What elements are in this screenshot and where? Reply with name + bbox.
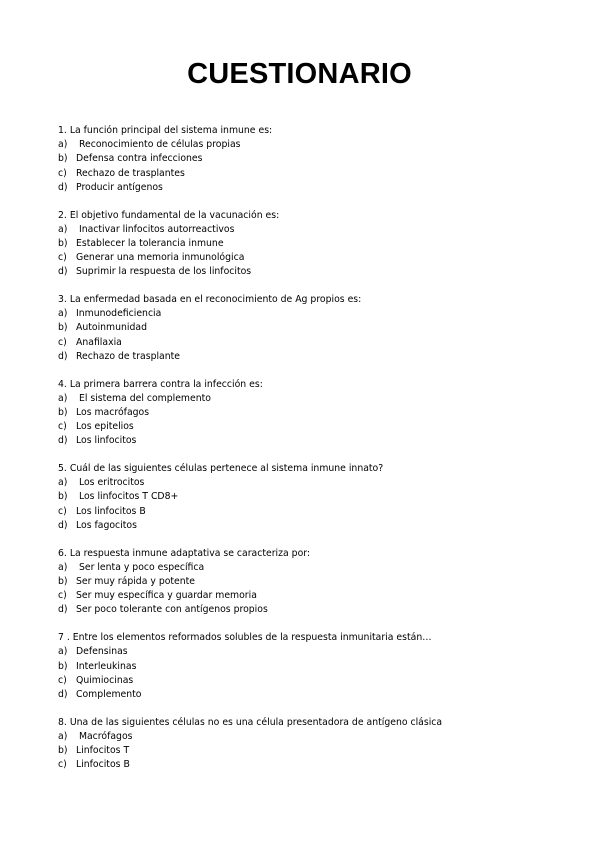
option-letter: d) <box>58 350 68 362</box>
option-letter: a) <box>58 392 68 404</box>
question-block <box>58 293 578 364</box>
answer-option <box>58 645 578 659</box>
option-letter: d) <box>58 435 68 447</box>
answer-option <box>58 561 578 575</box>
answer-option <box>58 660 578 674</box>
question-text: 1. La función principal del sistema inmune es: <box>58 125 273 136</box>
answer-option <box>58 688 578 702</box>
option-text: Los eritrocitos <box>76 477 145 489</box>
answer-option <box>58 744 578 758</box>
answer-option <box>58 519 578 533</box>
question-block <box>58 462 578 533</box>
option-letter: d) <box>58 519 68 531</box>
option-letter: b) <box>58 491 68 503</box>
question-block <box>58 547 578 618</box>
option-letter: c) <box>58 421 67 433</box>
question-text: 3. La enfermedad basada en el reconocimiento de Ag propios es: <box>58 294 362 306</box>
answer-option <box>58 434 578 448</box>
option-letter: b) <box>58 322 68 334</box>
option-text: Suprimir la respuesta de los linfocitos <box>76 266 252 278</box>
answer-option <box>58 758 578 772</box>
answer-option <box>58 251 578 265</box>
answer-option <box>58 420 578 434</box>
question-text: 2. El objetivo fundamental de la vacunación es: <box>58 209 280 221</box>
answer-option <box>58 589 578 603</box>
option-text: El sistema del complemento <box>76 392 211 404</box>
option-letter: a) <box>58 223 68 235</box>
option-text: Rechazo de trasplantes <box>76 167 185 179</box>
option-text: Defensinas <box>76 646 128 658</box>
question-text: 4. La primera barrera contra la infección es: <box>58 378 263 390</box>
option-letter: a) <box>58 139 68 151</box>
answer-option <box>58 406 578 420</box>
option-letter: b) <box>58 237 68 249</box>
answer-option <box>58 336 578 350</box>
page-title: CUESTIONARIO <box>187 58 412 90</box>
question-block <box>58 124 578 195</box>
question-text: 6. La respuesta inmune adaptativa se caracteriza por: <box>58 547 311 559</box>
answer-option <box>58 603 578 617</box>
option-letter: d) <box>58 688 68 700</box>
option-text: Ser poco tolerante con antígenos propios <box>76 604 268 616</box>
option-letter: b) <box>58 153 68 165</box>
answer-option <box>58 674 578 688</box>
option-letter: b) <box>58 575 68 587</box>
option-text: Los linfocitos B <box>76 505 146 517</box>
option-text: Los epitelios <box>76 421 134 433</box>
option-text: Linfocitos B <box>76 759 130 771</box>
option-letter: c) <box>58 336 67 348</box>
answer-option <box>58 575 578 589</box>
answer-option <box>58 730 578 744</box>
answer-option <box>58 181 578 195</box>
option-letter: b) <box>58 660 68 672</box>
question-block <box>58 631 578 702</box>
option-text: Inactivar linfocitos autorreactivos <box>76 223 235 235</box>
option-letter: a) <box>58 730 68 742</box>
question-text: 5. Cuál de las siguientes células pertenece al sistema inmune innato? <box>58 463 384 475</box>
question-block <box>58 378 578 449</box>
option-text: Rechazo de trasplante <box>76 350 181 362</box>
answer-option <box>58 265 578 279</box>
option-text: Complemento <box>76 688 142 700</box>
option-text: Quimiocinas <box>76 674 134 686</box>
answer-option <box>58 167 578 181</box>
option-letter: d) <box>58 604 68 616</box>
answer-option <box>58 307 578 321</box>
option-letter: a) <box>58 646 68 658</box>
option-letter: d) <box>58 181 68 193</box>
answer-option <box>58 490 578 504</box>
option-text: Interleukinas <box>76 660 137 672</box>
option-letter: a) <box>58 561 68 573</box>
option-letter: a) <box>58 477 68 489</box>
answer-option <box>58 505 578 519</box>
option-letter: c) <box>58 759 67 771</box>
option-letter: c) <box>58 167 67 179</box>
option-text: Generar una memoria inmunológica <box>76 252 245 264</box>
option-letter: c) <box>58 505 67 517</box>
question-text: 7 . Entre los elementos reformados solubles de la respuesta inmunitaria están… <box>58 632 432 644</box>
answer-option <box>58 138 578 152</box>
option-text: Ser muy rápida y potente <box>76 575 196 587</box>
question-block <box>58 716 578 773</box>
option-text: Anafilaxia <box>76 336 122 348</box>
answer-option <box>58 152 578 166</box>
option-text: Macrófagos <box>76 730 133 742</box>
answer-option <box>58 350 578 364</box>
answer-option <box>58 476 578 490</box>
option-text: Los fagocitos <box>76 519 137 531</box>
question-block <box>58 209 578 280</box>
option-letter: c) <box>58 674 67 686</box>
option-letter: b) <box>58 745 68 757</box>
answer-option <box>58 223 578 237</box>
option-text: Los linfocitos T CD8+ <box>76 491 179 503</box>
option-letter: b) <box>58 406 68 418</box>
option-text: Reconocimiento de células propias <box>76 139 241 151</box>
option-letter: d) <box>58 266 68 278</box>
option-text: Autoinmunidad <box>76 322 147 334</box>
answer-option <box>58 321 578 335</box>
option-letter: a) <box>58 308 68 320</box>
answer-option <box>58 392 578 406</box>
option-text: Linfocitos T <box>76 745 130 757</box>
option-text: Ser muy específica y guardar memoria <box>76 590 257 602</box>
answer-option <box>58 237 578 251</box>
option-text: Establecer la tolerancia inmune <box>76 237 224 249</box>
option-letter: c) <box>58 590 67 602</box>
option-text: Ser lenta y poco específica <box>76 561 205 573</box>
question-list <box>58 124 578 786</box>
option-text: Inmunodeficiencia <box>76 308 162 320</box>
option-letter: c) <box>58 252 67 264</box>
option-text: Los linfocitos <box>76 435 137 447</box>
option-text: Producir antígenos <box>76 181 163 193</box>
option-text: Defensa contra infecciones <box>76 153 203 165</box>
question-text: 8. Una de las siguientes células no es una célula presentadora de antígeno clásica <box>58 716 443 728</box>
option-text: Los macrófagos <box>76 406 150 418</box>
